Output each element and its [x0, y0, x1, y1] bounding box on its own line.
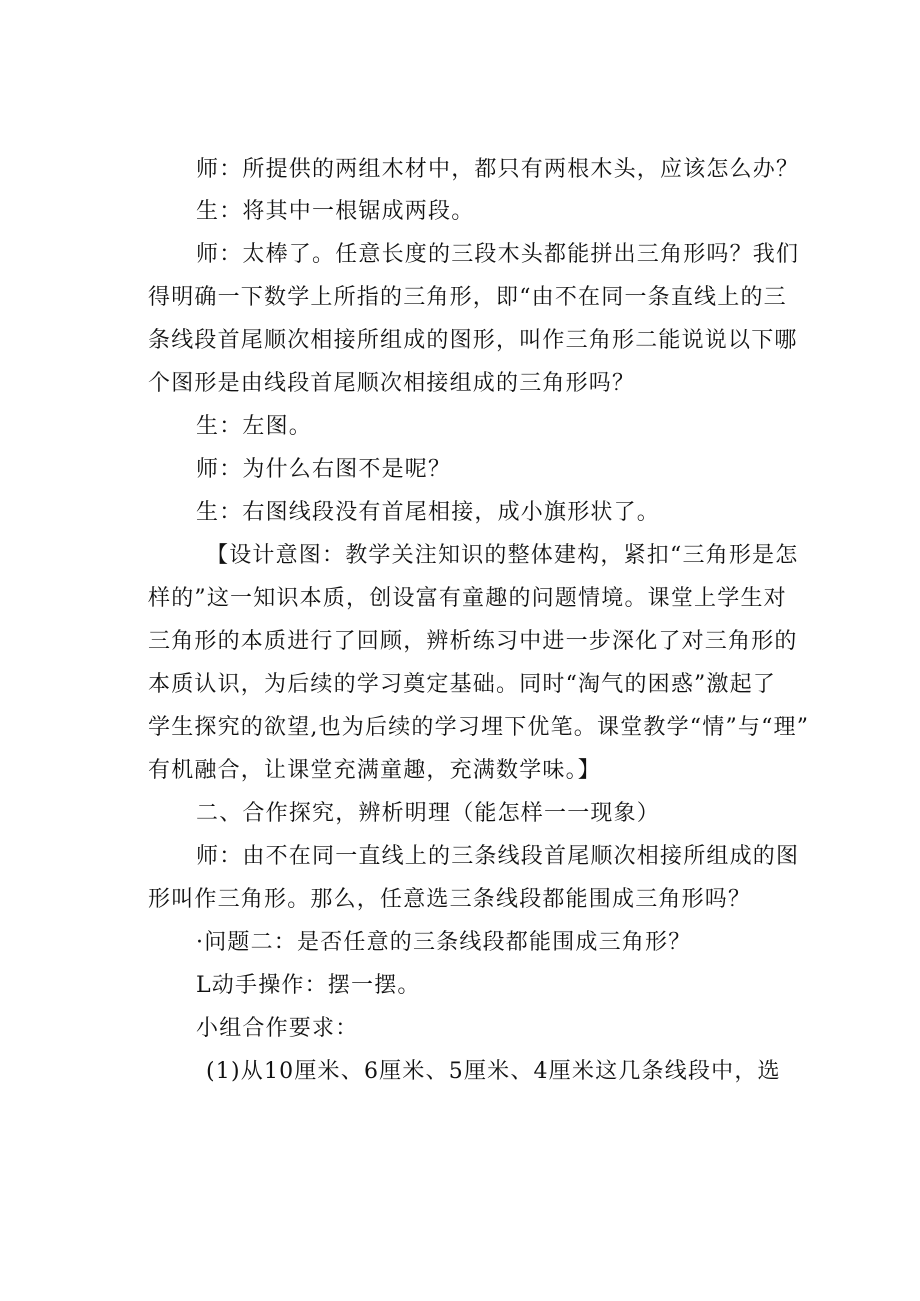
- step-line: L动手操作：摆一摆。: [196, 973, 421, 998]
- paragraph-line: 有机融合，让课堂充满童趣，充满数学味。】: [148, 758, 602, 783]
- teacher-line-1: 师：所提供的两组木材中，都只有两根木头，应该怎么办？: [196, 157, 800, 182]
- paragraph-line: 样的”这一知识本质，创设富有童趣的问题情境。课堂上学生对: [148, 586, 787, 611]
- student-line-1: 生：将其中一根锯成两段。: [196, 199, 475, 224]
- paragraph-line: 三角形的本质进行了回顾，辨析练习中进一步深化了对三角形的: [148, 629, 798, 654]
- student-line-3: 生：右图线段没有首尾相接，成小旗形状了。: [196, 500, 661, 525]
- paragraph-line: 个图形是由线段首尾顺次相接组成的三角形吗？: [148, 371, 636, 396]
- paragraph-line: 得明确一下数学上所指的三角形，即“由不在同一条直线上的三: [148, 285, 787, 310]
- teacher-line-3: 师：为什么右图不是呢？: [196, 457, 452, 482]
- paragraph-line: 本质认识，为后续的学习奠定基础。同时“淘气的困惑”激起了: [148, 672, 777, 697]
- group-requirement-heading: 小组合作要求：: [196, 1016, 359, 1041]
- paragraph-line: 形叫作三角形。那么，任意选三条线段都能围成三角形吗？: [148, 887, 752, 912]
- student-line-2: 生：左图。: [196, 414, 313, 439]
- teacher-line-4: 师：由不在同一直线上的三条线段首尾顺次相接所组成的图: [196, 844, 800, 869]
- teacher-line-2: 师：太棒了。任意长度的三段木头都能拼出三角形吗？我们: [196, 242, 800, 267]
- design-intent-line: 【设计意图：教学关注知识的整体建构，紧扣“三角形是怎: [206, 543, 799, 568]
- question-line: ·问题二：是否任意的三条线段都能围成三角形？: [196, 930, 692, 955]
- requirement-item-1: (1)从10厘米、6厘米、5厘米、4厘米这几条线段中，选: [206, 1059, 781, 1084]
- paragraph-line: 条线段首尾顺次相接所组成的图形，叫作三角形二能说说以下哪: [148, 328, 798, 353]
- paragraph-line: 学生探究的欲望,也为后续的学习埋下优笔。课堂教学“情”与“理”: [148, 715, 810, 740]
- section-heading: 二、合作探究，辨析明理（能怎样一一现象）: [196, 801, 661, 826]
